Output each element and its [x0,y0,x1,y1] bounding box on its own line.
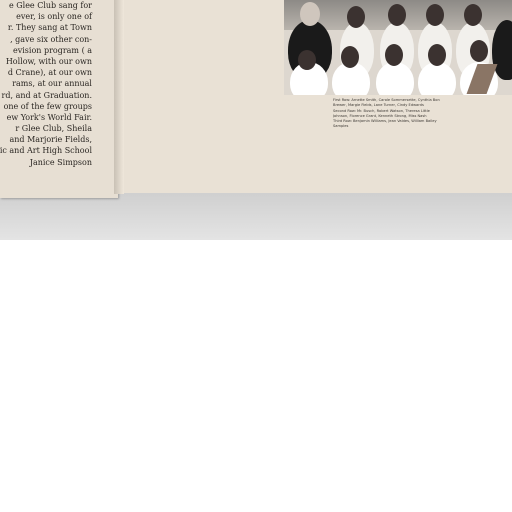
glee-club-text [0,0,92,168]
front-row-figure [418,62,456,95]
front-row-face [470,40,488,62]
student-face [347,6,365,28]
signature-line: Janice Simpson [29,157,92,167]
text-line: rams, at our annual [12,79,92,89]
text-line: r. They sang at Town [7,23,92,33]
text-line: e Glee Club sang for [8,1,92,10]
text-line: ic and Art High School [0,146,92,156]
student-face [388,4,406,26]
table-surface [0,192,512,240]
text-line: evision program ( a [12,45,92,55]
caption-line: Second Row: Mr. Busch, Robert Watson, Theresa Little [333,108,430,113]
text-line: Hollow, with our own [5,56,92,66]
student-face [426,4,444,26]
photo-caption [333,98,512,130]
book-gutter [114,0,124,194]
caption-line: Third Row: Benjamin Williams, Jean Valdes, William Bailey [333,119,437,124]
text-line: r Glee Club, Sheila [15,124,92,134]
text-line: rd, and at Graduation. [1,90,92,100]
caption-line: Brewer, Margie Fields, Lane Turner, Cindy Edwards [333,103,424,108]
front-row-figure [376,62,414,95]
text-line: and Marjorie Fields, [9,135,92,145]
front-row-face [428,44,446,66]
text-line: ew York's World Fair. [6,112,92,122]
front-row-face [298,50,316,70]
front-row-face [385,44,403,66]
teacher-face [300,2,320,26]
caption-line: First Row: Arnette Smith, Carole Sommersette, Cynthia Bon [333,98,440,102]
caption-line: Samples [333,124,349,129]
yearbook-photo [0,0,512,240]
glee-club-group-photo [284,0,512,95]
caption-line: Johnson, Florence Grant, Kenneth Strong, Miss Nash [333,113,427,118]
front-row-face [341,46,359,68]
text-line: d Crane), at our own [7,68,92,78]
text-line: one of the few groups [3,101,92,111]
text-line: , gave six other con- [10,34,92,44]
student-face [464,4,482,26]
left-page [0,0,118,198]
text-line: ever, is only one of [16,12,92,22]
